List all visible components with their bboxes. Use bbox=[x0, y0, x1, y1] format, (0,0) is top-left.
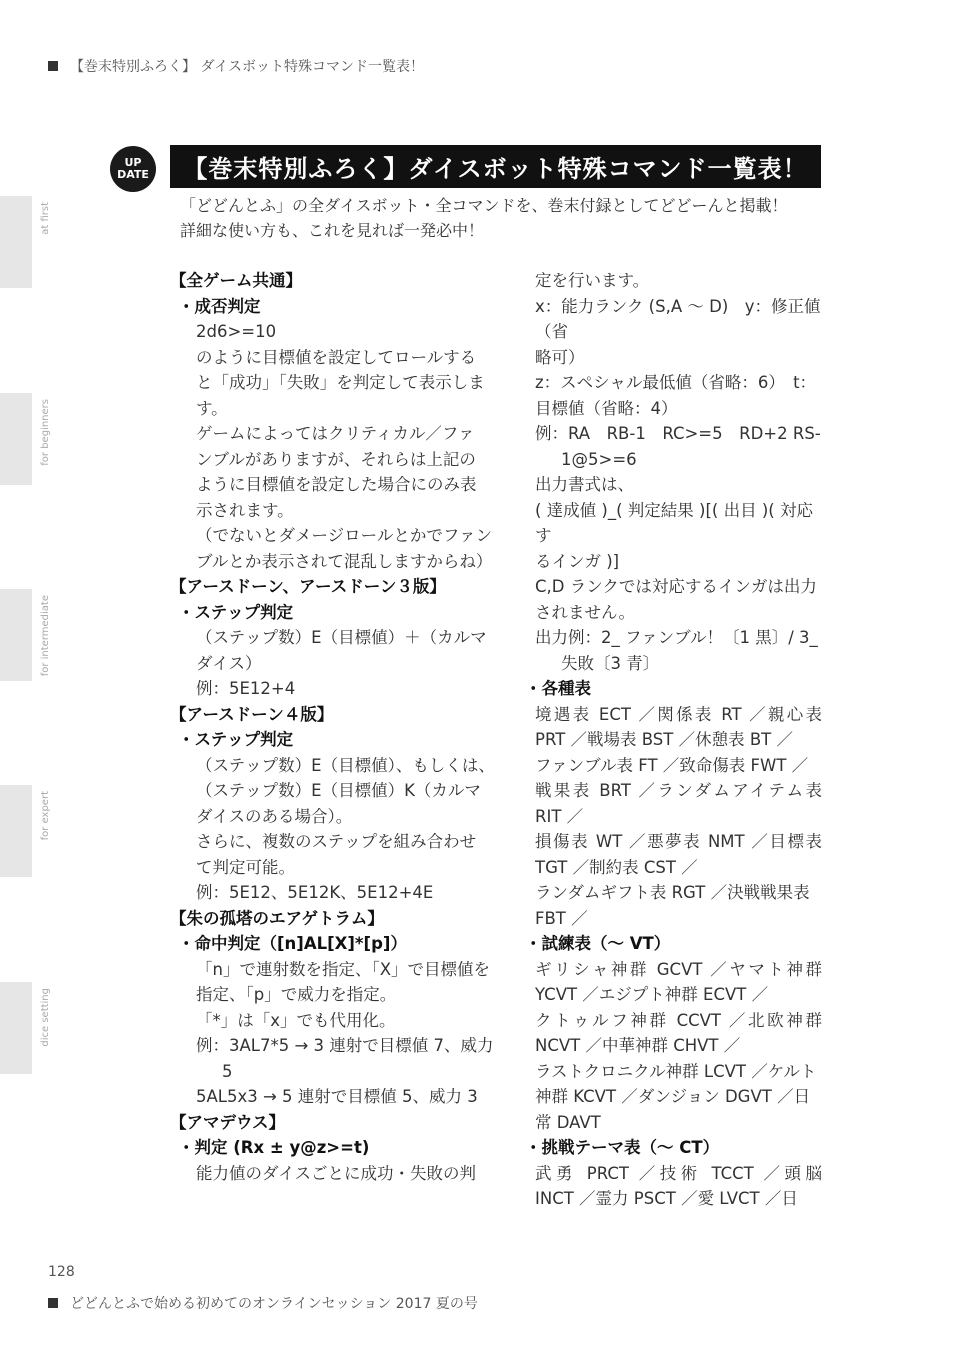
body-line: 出力例：2_ ファンブル！〔1 黒〕/ 3_ 失敗〔3 青〕 bbox=[535, 628, 818, 673]
bullet-heading: ・成否判定 bbox=[178, 296, 261, 316]
lead-line: 「どどんとふ」の全ダイスボット・全コマンドを、巻末付録としてどどーんと掲載！ bbox=[180, 196, 788, 215]
bullet-heading: ・各種表 bbox=[525, 679, 591, 698]
page-number: 128 bbox=[48, 1264, 75, 1280]
section-heading: 【全ゲーム共通】 bbox=[170, 271, 302, 290]
body-line: るインガ )] bbox=[535, 551, 620, 571]
body-line: 例：RA RB-1 RC>=5 RD+2 RS-1@5>=6 bbox=[535, 424, 821, 469]
body-line: INCT ／霊力 PSCT ／愛 LVCT ／日 bbox=[535, 1189, 798, 1208]
body-line: 戦果表 BRT ／ランダムアイテム表 bbox=[535, 781, 822, 800]
body-line: 「*」は「x」でも代用化。 bbox=[196, 1010, 396, 1030]
bullet-heading: ・ステップ判定 bbox=[178, 730, 294, 749]
body-line: 定を行います。 bbox=[535, 271, 650, 290]
body-line: 例：3AL7*5 → 3 連射で目標値 7、威力 5 bbox=[196, 1036, 494, 1081]
side-tab-for-intermediate: for intermediate bbox=[0, 589, 32, 681]
section-heading: 【アマデウス】 bbox=[170, 1112, 286, 1132]
bullet-heading: ・試練表（～ VT） bbox=[525, 934, 671, 953]
body-line: 「n」で連射数を指定、「X」で目標値を bbox=[196, 959, 491, 979]
bullet-heading: ・ステップ判定 bbox=[178, 602, 294, 622]
body-line: 目標値（省略：4） bbox=[535, 398, 678, 418]
footer bbox=[48, 1293, 478, 1313]
body-line: さらに、複数のステップを組み合わせ bbox=[196, 832, 477, 851]
body-line: 損傷表 WT ／悪夢表 NMT ／目標表 bbox=[535, 832, 822, 851]
body-line: 指定、「p」で威力を指定。 bbox=[196, 985, 397, 1004]
bullet-heading: ・命中判定（[n]AL[X]*[p]） bbox=[178, 934, 407, 953]
body-line: x：能力ランク (S,A ～ D) y：修正値（省 bbox=[535, 296, 821, 341]
side-tab-for-expert: for expert bbox=[0, 785, 32, 877]
body-line: ブルとか表示されて混乱しますからね） bbox=[196, 551, 493, 571]
body-line: z：スペシャル最低値（省略：6） t： bbox=[535, 373, 817, 392]
page-title: 【巻末特別ふろく】ダイスボット特殊コマンド一覧表！ bbox=[170, 145, 821, 188]
square-bullet-icon bbox=[48, 1298, 58, 1308]
body-line: RIT ／ bbox=[535, 806, 584, 826]
side-tab-dice-setting: dice setting bbox=[0, 982, 32, 1074]
body-line: ように目標値を設定した場合にのみ表 bbox=[196, 475, 477, 494]
body-line: クトゥルフ神群 CCVT ／北欧神群 bbox=[535, 1010, 822, 1030]
body-line: ンブルがありますが、それらは上記の bbox=[196, 449, 476, 469]
bullet-heading: ・挑戦テーマ表（～ CT） bbox=[525, 1138, 720, 1157]
body-line: 例：5E12、5E12K、5E12+4E bbox=[196, 883, 434, 902]
body-line: と「成功」「失敗」を判定して表示します。 bbox=[196, 373, 485, 418]
badge-line-2: DATE bbox=[117, 168, 149, 181]
running-head-text: 【巻末特別ふろく】 ダイスボット特殊コマンド一覧表！ bbox=[70, 59, 425, 75]
body-line: （ステップ数）E（目標値）、もしくは、 bbox=[196, 755, 495, 775]
body-line: （ステップ数）E（目標値）＋（カルマ bbox=[196, 628, 487, 647]
body-line: 能力値のダイスごとに成功・失敗の判 bbox=[196, 1163, 477, 1183]
body-line: 示されます。 bbox=[196, 500, 294, 520]
side-tab-at-first: at first bbox=[0, 196, 32, 288]
body-line: 境遇表 ECT ／関係表 RT ／親心表 bbox=[535, 704, 822, 724]
lead-paragraph bbox=[180, 193, 820, 243]
body-line: 2d6>=10 bbox=[196, 322, 277, 341]
body-line: ダイスのある場合）。 bbox=[196, 806, 353, 826]
body-line: （ステップ数）E（目標値）K（カルマ bbox=[196, 781, 481, 800]
body-line: ランダムギフト表 RGT ／決戦戦果表 bbox=[535, 883, 810, 902]
body-line: のように目標値を設定してロールする bbox=[196, 347, 477, 367]
body-line: 出力書式は、 bbox=[535, 475, 634, 494]
square-bullet-icon bbox=[48, 61, 58, 71]
body-line: 例：5E12+4 bbox=[196, 679, 296, 698]
body-line: されません。 bbox=[535, 602, 635, 622]
badge-line-1: UP bbox=[124, 156, 142, 169]
body-line: ファンブル表 FT ／致命傷表 FWT ／ bbox=[535, 755, 809, 775]
running-head bbox=[48, 56, 424, 76]
body-line: て判定可能。 bbox=[196, 857, 295, 877]
body-line: ゲームによってはクリティカル／ファ bbox=[196, 424, 475, 443]
body-line: ( 達成値 )_( 判定結果 )[( 出目 )( 対応す bbox=[535, 500, 813, 545]
section-heading: 【アースドーン、アースドーン３版】 bbox=[170, 577, 446, 596]
body-line: ラストクロニクル神群 LCVT ／ケルト bbox=[535, 1061, 817, 1081]
body-line: NCVT ／中華神群 CHVT ／ bbox=[535, 1036, 741, 1055]
body-line: FBT ／ bbox=[535, 908, 588, 928]
lead-line: 詳細な使い方も、これを見れば一発必中！ bbox=[180, 221, 485, 240]
body-line: C,D ランクでは対応するインガは出力 bbox=[535, 577, 817, 596]
body-line: 常 DAVT bbox=[535, 1112, 601, 1132]
body-line: YCVT ／エジプト神群 ECVT ／ bbox=[535, 985, 769, 1004]
section-heading: 【アースドーン４版】 bbox=[170, 704, 334, 724]
side-tab-for-beginners: for beginners bbox=[0, 393, 32, 485]
body-line: PRT ／戦場表 BST ／休憩表 BT ／ bbox=[535, 730, 793, 749]
body-line: ダイス） bbox=[196, 653, 262, 673]
update-badge bbox=[110, 146, 156, 192]
left-column bbox=[170, 268, 495, 1186]
body-line: 神群 KCVT ／ダンジョン DGVT ／日 bbox=[535, 1087, 811, 1106]
footer-text: どどんとふで始める初めてのオンラインセッション 2017 夏の号 bbox=[70, 1296, 478, 1312]
body-line: 略可） bbox=[535, 347, 585, 367]
body-line: TGT ／制約表 CST ／ bbox=[535, 857, 698, 877]
section-heading: 【朱の孤塔のエアゲトラム】 bbox=[170, 908, 384, 928]
bullet-heading: ・判定 (Rx ± y@z>=t) bbox=[178, 1138, 370, 1157]
body-line: （でないとダメージロールとかでファン bbox=[196, 526, 493, 545]
body-line: 5AL5x3 → 5 連射で目標値 5、威力 3 bbox=[196, 1087, 478, 1106]
right-column bbox=[517, 268, 822, 1212]
body-line: 武勇 PRCT ／技術 TCCT ／頭脳 bbox=[535, 1163, 822, 1183]
body-line: ギリシャ神群 GCVT ／ヤマト神群 bbox=[535, 959, 822, 979]
